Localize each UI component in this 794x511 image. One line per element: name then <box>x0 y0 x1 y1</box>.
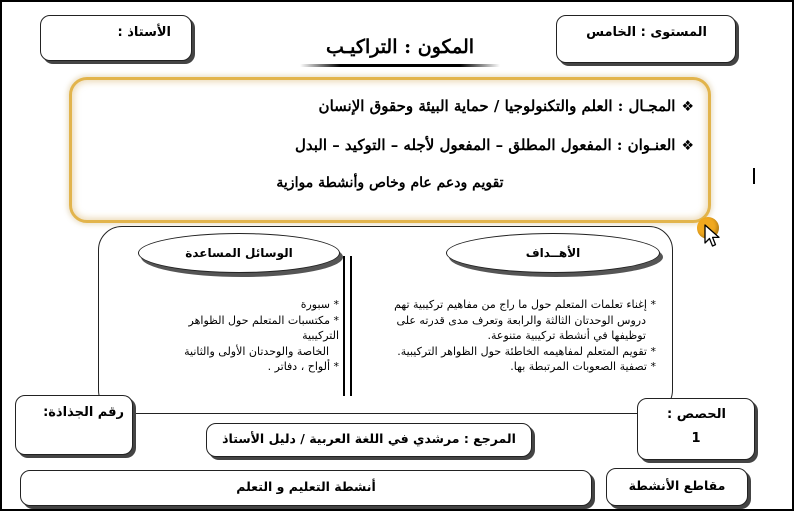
tool-line: الخاصة والوحدتان الأولى والثانية <box>184 344 329 358</box>
component-title: المكون : التراكيـب <box>250 36 550 58</box>
column-divider <box>343 256 345 396</box>
text-caret <box>753 168 755 184</box>
domain-value: العلم والتكنولوجيا / حماية البيئة وحقوق الإنسان <box>318 97 613 115</box>
objective-line: دروس الوحدتان الثالثة والرابعة وتعرف مدى قدرته على <box>396 313 646 327</box>
segments-box <box>606 468 748 506</box>
grade-number-label: رقم الجذاذة: <box>43 405 124 420</box>
title-value: المفعول المطلق – المفعول لأجله – التوكيد – البدل <box>294 136 612 154</box>
tool-line: * ألواح ، دفاتر . <box>267 360 339 373</box>
diamond-bullet-icon: ❖ <box>681 99 694 115</box>
header-box <box>69 77 711 223</box>
grade-number-box <box>15 395 133 455</box>
tools-list <box>154 297 339 375</box>
objective-line: * تقويم المتعلم لمفاهيمه الخاطئة حول الظواهر التركيبية. <box>397 344 656 358</box>
activities-box <box>20 470 592 506</box>
activities-title: أنشطة التعليم و التعلم <box>236 479 376 494</box>
domain-label: المجـال : <box>617 97 676 115</box>
segments-title: مقاطع الأنشطة <box>628 478 726 493</box>
objectives-list <box>346 297 656 375</box>
domain-line <box>319 97 694 115</box>
sessions-box <box>637 398 755 460</box>
level-box <box>556 15 736 63</box>
objective-line: توظيفها في أنشطة تركيبية متنوعة. <box>487 329 646 342</box>
objective-line: * إغناء تعلمات المتعلم حول ما راج من مفاهيم تركيبية تهم <box>394 298 656 311</box>
title-label: العنـوان : <box>616 136 676 154</box>
diamond-bullet-icon: ❖ <box>681 138 694 154</box>
teacher-text: الأستاذ : <box>117 25 171 40</box>
objective-line: * تصفية الصعوبات المرتبطة بها. <box>510 360 656 373</box>
reference-text: المرجع : مرشدي في اللغة العربية / دليل الأستاذ <box>222 431 516 446</box>
reference-box <box>206 423 532 457</box>
review-line: تقويم ودعم عام وخاص وأنشطة موازية <box>276 175 504 191</box>
sessions-label: الحصص : <box>667 407 726 422</box>
mouse-pointer-icon <box>704 224 722 248</box>
level-text: المستوى : الخامس <box>586 25 707 40</box>
tools-heading: الوسائل المساعدة <box>138 233 340 273</box>
objectives-heading: الأهــداف <box>446 233 660 273</box>
teacher-box <box>40 15 192 61</box>
tool-line: * مكتسبات المتعلم حول الظواهر التركيبية <box>188 313 339 342</box>
sessions-value: 1 <box>691 431 701 446</box>
title-line <box>295 136 694 154</box>
tool-line: * سبورة <box>300 298 339 311</box>
